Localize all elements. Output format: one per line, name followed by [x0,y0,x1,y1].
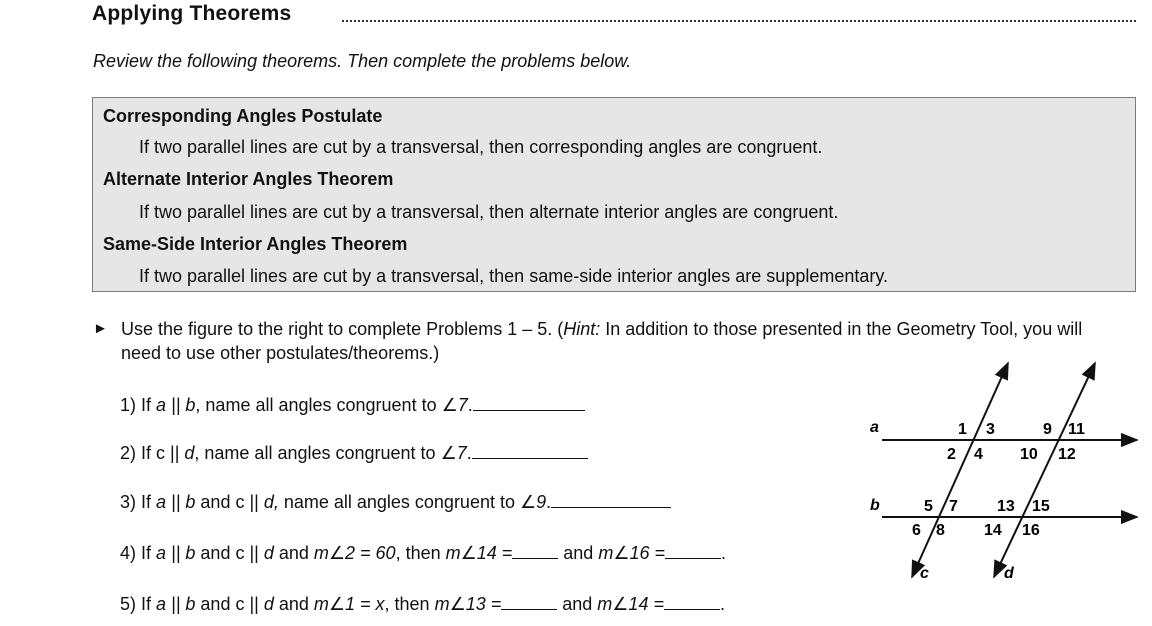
problem-condition: d [263,594,274,614]
angle-label: 6 [912,522,921,539]
problem-text: , name all angles congruent to [195,395,442,415]
problem-number: 5) [120,594,137,614]
problem-condition: d [263,543,274,563]
line-label-b: b [870,497,880,514]
asked-measure: m∠16 = [598,543,665,563]
angle-label: 2 [947,446,956,463]
title-row [92,2,1136,28]
problem-period: . [546,492,552,512]
problem-text: , then [384,594,435,614]
asked-measure: m∠14 = [597,594,664,614]
problem-number: 4) [120,543,137,563]
transversal-c [912,363,1008,577]
problem-text: If [141,395,157,415]
problem-period: . [467,395,473,415]
line-label-d: d [1004,565,1014,582]
given-measure: m∠2 = 60 [313,543,396,563]
answer-blank[interactable] [501,592,557,610]
problem-number: 3) [120,492,137,512]
problem-text: If [141,543,157,563]
theorem-statement-alternate-interior: If two parallel lines are cut by a transversal, then alternate interior angles are congruent. [139,202,839,222]
problem-text: and c || [195,594,264,614]
problem-number: 1) [120,395,137,415]
problem-2 [120,441,588,464]
hint-label: Hint: [563,319,601,339]
angle-label: 12 [1058,446,1076,463]
given-measure: m∠1 = x [313,594,385,614]
theorem-statement-corresponding: If two parallel lines are cut by a transversal, then corresponding angles are congruent. [139,137,823,157]
angle-label: 11 [1068,421,1085,438]
problem-period: . [719,594,725,614]
problem-condition: d, [263,492,279,512]
problem-text: and [558,543,599,563]
theorem-box [92,97,1136,292]
angle-label: 10 [1020,446,1038,463]
angle-label: 8 [936,522,945,539]
problem-text: If [141,492,157,512]
answer-blank[interactable] [551,490,671,508]
theorem-name-corresponding: Corresponding Angles Postulate [103,106,383,126]
asked-measure: m∠14 = [445,543,513,563]
problem-text: If [141,594,157,614]
problem-condition: a || b [156,395,196,415]
angle-label: 4 [974,446,983,463]
problem-text: , then [395,543,446,563]
problem-text: and [273,594,314,614]
problem-period: . [466,443,472,463]
problem-condition: a || b [156,543,196,563]
problem-1 [120,393,585,416]
directions-before-hint: Use the figure to the right to complete Problems 1 – 5. ( [121,319,564,339]
problem-text: If c || [141,443,185,463]
title-dotted-rule [342,20,1136,22]
problem-condition: d [184,443,195,463]
angle-label: 7 [949,498,958,515]
asked-measure: m∠13 = [434,594,502,614]
angle-symbol: ∠7 [440,443,467,463]
theorem-statement-same-side-interior: If two parallel lines are cut by a transversal, then same-side interior angles are supplementary. [139,266,889,286]
problem-text: and [557,594,598,614]
problem-text: name all angles congruent to [278,492,520,512]
angle-label: 9 [1043,421,1052,438]
problem-condition: a || b [156,594,196,614]
answer-blank[interactable] [665,541,721,559]
transversal-d [994,363,1095,577]
answer-blank[interactable] [512,541,558,559]
angle-symbol: ∠7 [441,395,468,415]
problem-3 [120,490,671,513]
theorem-name-same-side-interior: Same-Side Interior Angles Theorem [103,234,408,254]
angle-label: 5 [924,498,933,515]
answer-blank[interactable] [473,393,585,411]
angle-label: 15 [1032,498,1050,515]
problem-period: . [721,543,727,563]
angle-label: 13 [997,498,1015,515]
problem-4 [120,541,726,564]
problem-condition: a || b [156,492,196,512]
angle-symbol: ∠9 [519,492,547,512]
directions-after-hint: In addition to those presented in the Geometry Tool, you will need to use other postulates/theorems.) [121,319,1083,363]
instructions-text: Review the following theorems. Then complete the problems below. [93,51,632,71]
parallel-lines-figure [860,355,1145,590]
problem-text: , name all angles congruent to [194,443,441,463]
answer-blank[interactable] [472,441,588,459]
problem-text: and [273,543,314,563]
problem-5 [120,592,725,615]
angle-label: 14 [984,522,1002,539]
page-title: Applying Theorems [92,2,292,25]
angle-label: 3 [986,421,995,438]
bullet-arrow-icon: ► [93,320,108,337]
angle-label: 16 [1022,522,1040,539]
answer-blank[interactable] [664,592,720,610]
theorem-name-alternate-interior: Alternate Interior Angles Theorem [103,169,394,189]
angle-label: 1 [958,421,967,438]
line-label-c: c [920,565,929,582]
problem-text: and c || [195,492,264,512]
problem-text: and c || [195,543,264,563]
problem-number: 2) [120,443,137,463]
line-label-a: a [870,419,879,436]
